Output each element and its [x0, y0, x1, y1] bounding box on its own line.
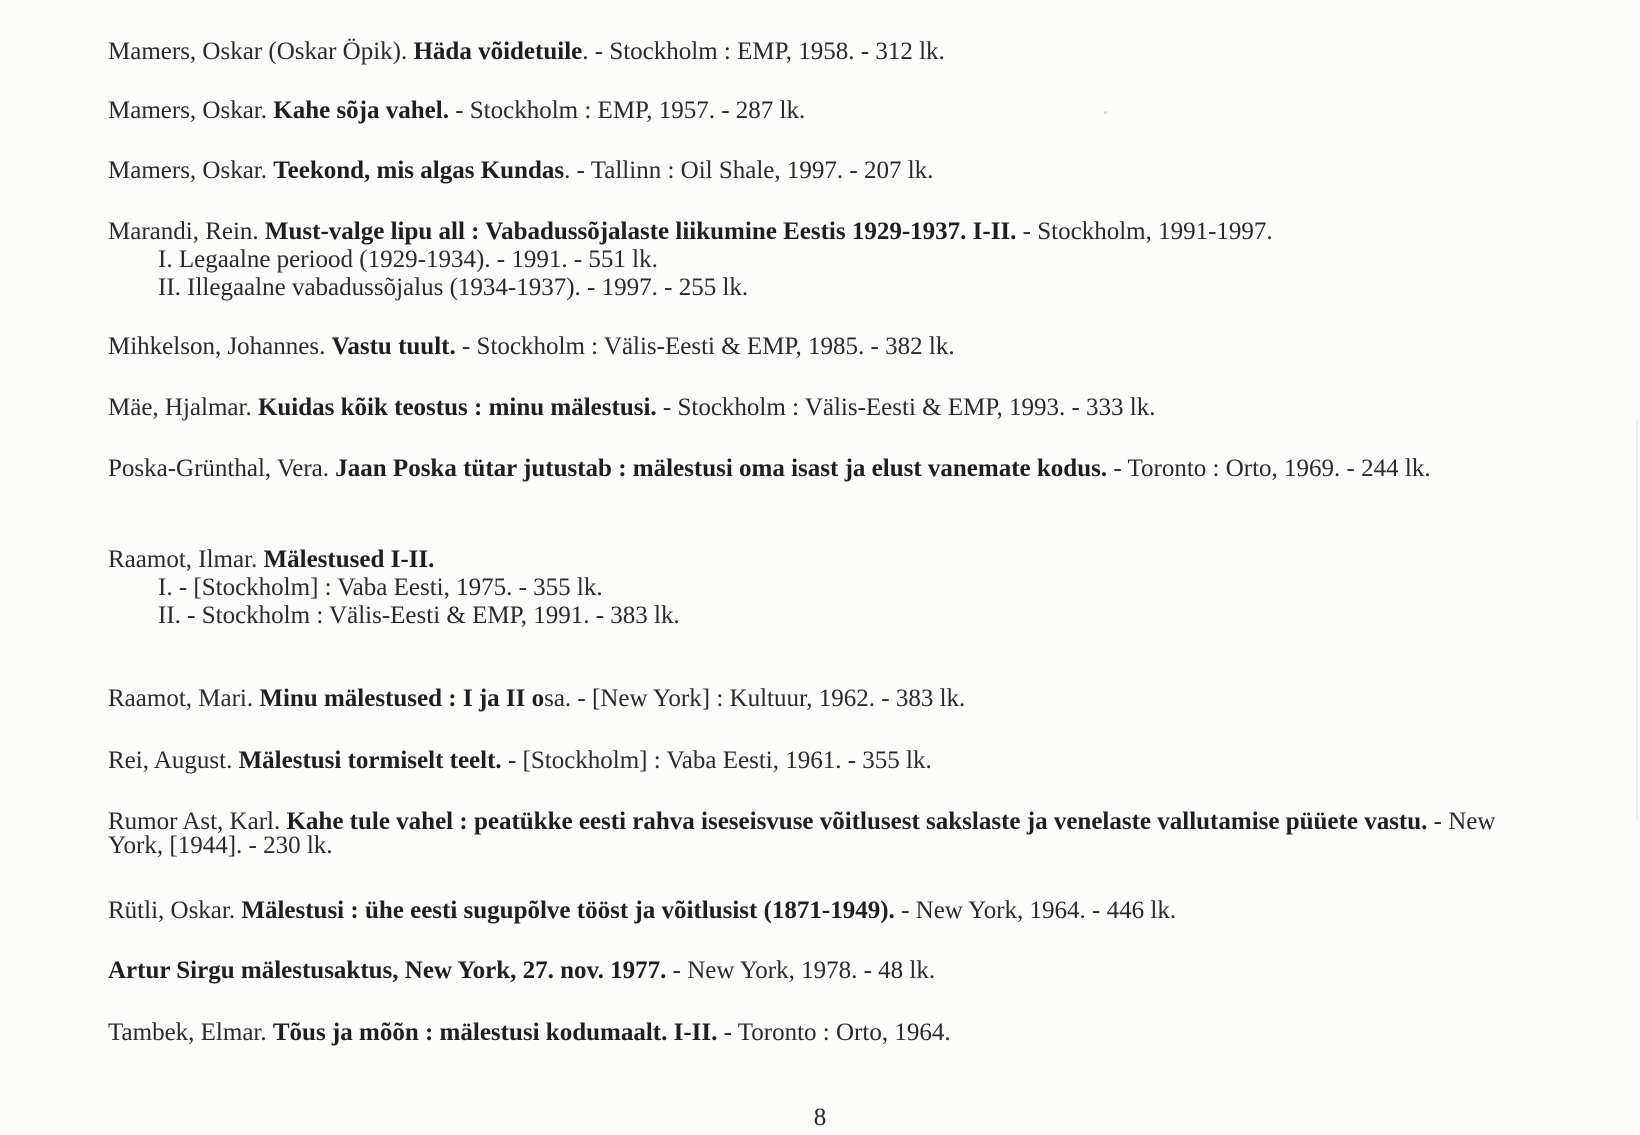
bibliography-entry: Raamot, Ilmar. Mälestused I-II. I. - [Stockholm] : Vaba Eesti, 1975. - 355 lk. II. - Stockholm : Välis-Eesti & EMP, 1991. - 383 lk.: [108, 546, 1508, 630]
entry-title: Jaan Poska tütar jutustab : mälestusi oma isast ja elust vanemate kodus.: [335, 455, 1108, 482]
bibliography-entry: Mäe, Hjalmar. Kuidas kõik teostus : minu mälestusi. - Stockholm : Välis-Eesti & EMP, 1993. - 333 lk.: [108, 394, 1156, 421]
bibliography-entry: Marandi, Rein. Must-valge lipu all : Vabadussõjalaste liikumine Eestis 1929-1937. I-II. - Stockholm, 1991-1997. I. Legaalne periood (1929-1934). - 1991. - 551 lk. II. Illegaalne vabadussõjalus (1934-1937). - 1997. - 255 lk.: [108, 218, 1508, 302]
bibliography-entry: Raamot, Mari. Minu mälestused : I ja II osa. - [New York] : Kultuur, 1962. - 383 lk.: [108, 685, 966, 712]
entry-volume: I. Legaalne periood (1929-1934). - 1991. - 551 lk.: [158, 246, 658, 273]
bibliography-entry: Rei, August. Mälestusi tormiselt teelt. - [Stockholm] : Vaba Eesti, 1961. - 355 lk.: [108, 747, 932, 774]
entry-title: Artur Sirgu mälestusaktus, New York, 27. nov. 1977.: [108, 957, 667, 984]
entry-title: Minu mälestused : I ja II o: [259, 685, 545, 712]
entry-title: Tõus ja mõõn : mälestusi kodumaalt. I-II.: [272, 1019, 718, 1046]
entry-title: Kahe tule vahel : peatükke eesti rahva iseseisvuse võitlusest sakslaste ja venelaste vallutamise püüete vastu.: [286, 808, 1428, 835]
bibliography-entry: Mamers, Oskar. Teekond, mis algas Kundas. - Tallinn : Oil Shale, 1997. - 207 lk.: [108, 157, 934, 184]
bibliography-entry: Artur Sirgu mälestusaktus, New York, 27. nov. 1977. - New York, 1978. - 48 lk.: [108, 957, 936, 984]
entry-title: Teekond, mis algas Kundas: [273, 157, 565, 184]
bibliography-entry: Tambek, Elmar. Tõus ja mõõn : mälestusi kodumaalt. I-II. - Toronto : Orto, 1964.: [108, 1019, 951, 1046]
bibliography-entry: Mamers, Oskar. Kahe sõja vahel. - Stockholm : EMP, 1957. - 287 lk.: [108, 97, 806, 124]
entry-title: Mälestusi tormiselt teelt.: [238, 747, 502, 774]
entry-volume: II. - Stockholm : Välis-Eesti & EMP, 1991. - 383 lk.: [158, 602, 680, 629]
entry-title: Häda võidetuile: [413, 38, 583, 65]
entry-volume: II. Illegaalne vabadussõjalus (1934-1937). - 1997. - 255 lk.: [158, 274, 749, 301]
bibliography-entry: Rütli, Oskar. Mälestusi : ühe eesti sugupõlve tööst ja võitlusist (1871-1949). - New York, 1964. - 446 lk.: [108, 897, 1177, 924]
entry-title: Vastu tuult.: [331, 333, 456, 360]
scan-edge-mark: [1636, 420, 1638, 820]
bibliography-entry: Mihkelson, Johannes. Vastu tuult. - Stockholm : Välis-Eesti & EMP, 1985. - 382 lk.: [108, 333, 955, 360]
entry-volume: I. - [Stockholm] : Vaba Eesti, 1975. - 355 lk.: [158, 574, 603, 601]
entry-title: Kahe sõja vahel.: [273, 97, 449, 124]
scan-speck: [1104, 111, 1107, 114]
entry-title: Mälestused I-II.: [263, 546, 435, 573]
bibliography-entry: Poska-Grünthal, Vera. Jaan Poska tütar jutustab : mälestusi oma isast ja elust vanemate kodus. - Toronto : Orto, 1969. - 244 lk.: [108, 455, 1431, 482]
entry-title: Must-valge lipu all : Vabadussõjalaste liikumine Eestis 1929-1937. I-II.: [264, 218, 1017, 245]
bibliography-entry: Rumor Ast, Karl. Kahe tule vahel : peatükke eesti rahva iseseisvuse võitlusest sakslaste ja venelaste vallutamise püüete vastu. - New York, [1944]. - 230 lk.: [108, 808, 1496, 859]
page-number: 8: [813, 1104, 827, 1131]
bibliography-entry: Mamers, Oskar (Oskar Öpik). Häda võidetuile. - Stockholm : EMP, 1958. - 312 lk.: [108, 38, 945, 65]
entry-title: Kuidas kõik teostus : minu mälestusi.: [257, 394, 657, 421]
entry-title: Mälestusi : ühe eesti sugupõlve tööst ja võitlusist (1871-1949).: [241, 897, 895, 924]
